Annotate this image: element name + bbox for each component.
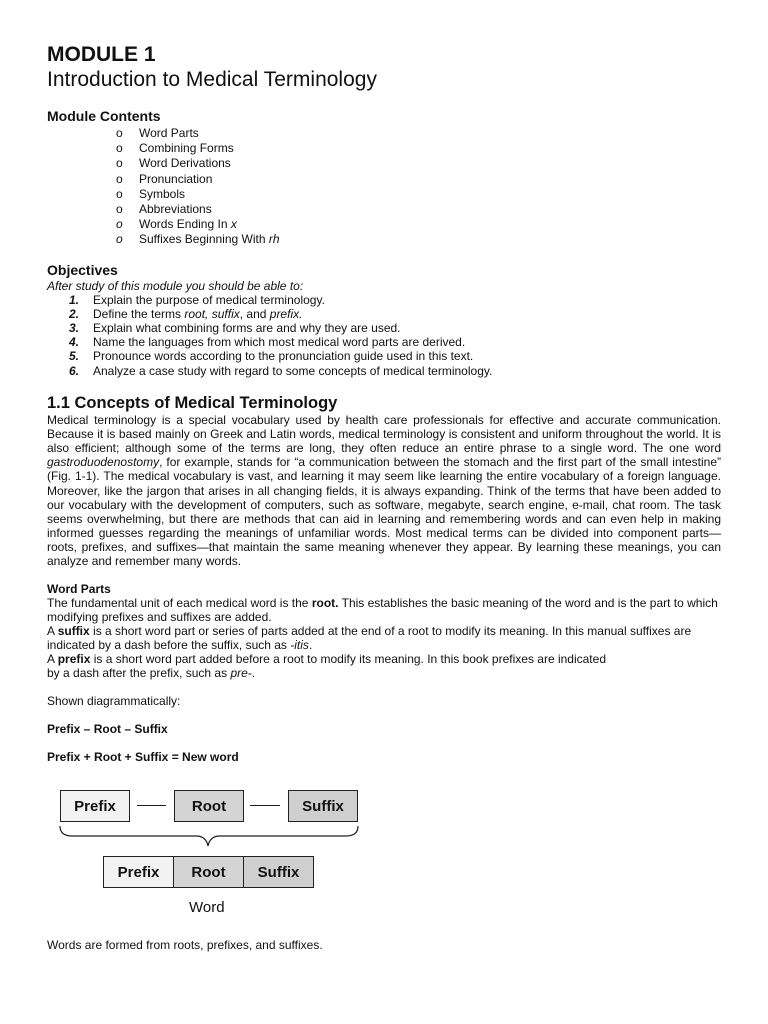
prefix-paragraph: A prefix is a short word part added before a root to modify its meaning. In this book prefixes are indicated by a dash after the prefix, such as pre-. — [47, 651, 606, 680]
list-item: 3. Explain what combining forms are and why they are used. — [69, 321, 401, 336]
list-item: o Pronunciation — [116, 171, 213, 186]
root-box-top: Root — [174, 790, 244, 822]
root-paragraph: The fundamental unit of each medical word is the root. This establishes the basic meaning of the word and is the part to which modifying prefixes and suffixes are added. — [47, 595, 718, 624]
root-box-bottom: Root — [173, 856, 244, 888]
module-subtitle: Introduction to Medical Terminology — [47, 68, 377, 91]
prefix-box-top: Prefix — [60, 790, 130, 822]
list-item: o Suffixes Beginning With rh — [116, 232, 280, 247]
list-item: 5. Pronounce words according to the pronunciation guide used in this text. — [69, 349, 474, 364]
list-item: o Combining Forms — [116, 141, 234, 156]
bullet-icon: o — [116, 217, 123, 232]
suffix-box-top: Suffix — [288, 790, 358, 822]
objectives-intro: After study of this module you should be able to: — [47, 278, 304, 293]
list-item: o Words Ending In x — [116, 217, 237, 232]
section-paragraph: Medical terminology is a special vocabulary used by health care professionals for effective and accurate communication. Because it is based mainly on Greek and Latin words, medical terminology is consistent and uniform throughout the world. It is also efficient; although some of the terms are long, they often reduce an entire phrase to a single word. The one word gastroduodenostomy, for example, stands for “a communication between the stomach and the first part of the small intestine” (Fig. 1-1). The medical vocabulary is vast, and learning it may seem like learning the entire vocabulary of a foreign language. Moreover, like the jargon that arises in all changing fields, it is always expanding. Think of the terms that have been added to our vocabulary with the development of computers, such as software, megabyte, search engine, e-mail, chat room. The task seems overwhelming, but there are methods that can aid in learning and remembering words and can even help in making informed guesses regarding the meanings of unfamiliar words. Most medical terms can be divided into component parts—roots, prefixes, and suffixes—that maintain the same meaning whenever they appear. By learning these meanings, you can analyze and remember many words. — [47, 412, 721, 569]
bullet-icon: o — [116, 202, 123, 217]
bullet-icon: o — [116, 232, 123, 247]
list-item: 6. Analyze a case study with regard to some concepts of medical terminology. — [69, 363, 493, 378]
bullet-icon: o — [116, 126, 123, 140]
document-page — [47, 42, 721, 764]
objectives-heading: Objectives — [47, 261, 118, 278]
list-item: 2. Define the terms root, suffix, and prefix. — [69, 306, 303, 321]
list-item: o Abbreviations — [116, 202, 212, 217]
word-label: Word — [189, 899, 225, 916]
prefix-box-bottom: Prefix — [103, 856, 174, 888]
formula-dash: Prefix – Root – Suffix — [47, 721, 168, 736]
bullet-icon: o — [116, 171, 123, 186]
module-title: MODULE 1 — [47, 43, 156, 66]
bullet-icon: o — [116, 186, 123, 201]
bullet-icon: o — [116, 141, 123, 156]
brace-icon — [58, 824, 360, 850]
list-item: 1. Explain the purpose of medical terminology. — [69, 292, 325, 307]
list-item: o Symbols — [116, 186, 186, 201]
bullet-icon: o — [116, 156, 123, 171]
list-item: o Word Derivations — [116, 156, 231, 171]
connector-line — [137, 805, 166, 806]
formula-plus: Prefix + Root + Suffix = New word — [47, 749, 239, 764]
suffix-paragraph: A suffix is a short word part or series of parts added at the end of a root to modify its meaning. In this manual suffixes are indicated by a dash before the suffix, such as -itis. — [47, 623, 692, 652]
section-title: 1.1 Concepts of Medical Terminology — [47, 393, 338, 412]
shown-diagrammatically: Shown diagrammatically: — [47, 693, 181, 708]
list-item: o Word Parts — [116, 126, 199, 140]
suffix-box-bottom: Suffix — [243, 856, 314, 888]
list-item: 4. Name the languages from which most medical word parts are derived. — [69, 335, 466, 350]
contents-heading: Module Contents — [47, 108, 161, 124]
closing-sentence: Words are formed from roots, prefixes, and suffixes. — [47, 938, 323, 952]
word-parts-heading: Word Parts — [47, 581, 111, 596]
connector-line — [250, 805, 280, 806]
objectives-list — [47, 293, 721, 378]
contents-list — [47, 126, 721, 248]
